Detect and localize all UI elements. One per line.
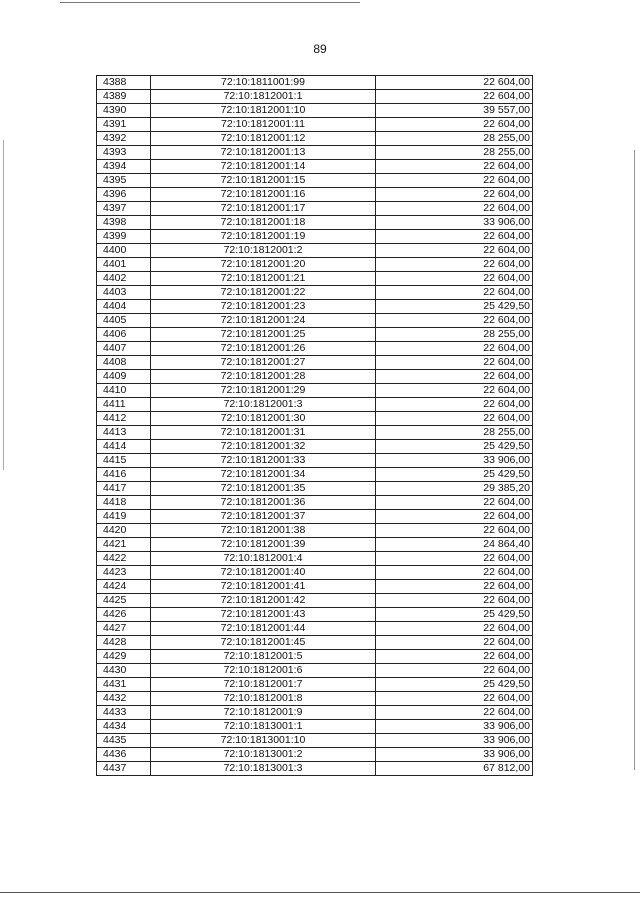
row-number: 4393 [97,146,151,160]
table-row [97,468,533,482]
cadastral-number: 72:10:1812001:11 [151,118,376,132]
table-row [97,692,533,706]
table-row [97,608,533,622]
table-row [97,244,533,258]
row-number: 4432 [97,692,151,706]
row-number: 4410 [97,384,151,398]
value-amount: 22 604,00 [376,90,533,104]
value-amount: 22 604,00 [376,398,533,412]
cadastral-number: 72:10:1812001:26 [151,342,376,356]
value-amount: 25 429,50 [376,300,533,314]
value-amount: 22 604,00 [376,692,533,706]
value-amount: 22 604,00 [376,524,533,538]
cadastral-number: 72:10:1812001:10 [151,104,376,118]
table-row [97,412,533,426]
cadastral-number: 72:10:1812001:2 [151,244,376,258]
cadastral-number: 72:10:1812001:34 [151,468,376,482]
value-amount: 22 604,00 [376,566,533,580]
table-row [97,174,533,188]
cadastral-number: 72:10:1812001:37 [151,510,376,524]
cadastral-number: 72:10:1812001:21 [151,272,376,286]
cadastral-number: 72:10:1812001:40 [151,566,376,580]
table-row [97,202,533,216]
scan-edge-bottom [0,892,640,893]
value-amount: 22 604,00 [376,342,533,356]
cadastral-number: 72:10:1812001:18 [151,216,376,230]
table-row [97,594,533,608]
cadastral-number: 72:10:1812001:33 [151,454,376,468]
value-amount: 22 604,00 [376,76,533,90]
row-number: 4423 [97,566,151,580]
value-amount: 22 604,00 [376,118,533,132]
row-number: 4391 [97,118,151,132]
row-number: 4397 [97,202,151,216]
cadastral-number: 72:10:1812001:39 [151,538,376,552]
row-number: 4434 [97,720,151,734]
table-row [97,160,533,174]
row-number: 4433 [97,706,151,720]
value-amount: 22 604,00 [376,188,533,202]
value-amount: 33 906,00 [376,216,533,230]
scan-edge-left [3,140,4,470]
row-number: 4425 [97,594,151,608]
row-number: 4388 [97,76,151,90]
row-number: 4417 [97,482,151,496]
value-amount: 67 812,00 [376,762,533,776]
row-number: 4426 [97,608,151,622]
table-row [97,258,533,272]
table-row [97,76,533,90]
table-row [97,370,533,384]
value-amount: 25 429,50 [376,468,533,482]
table-row [97,636,533,650]
cadastral-number: 72:10:1813001:2 [151,748,376,762]
row-number: 4430 [97,664,151,678]
value-amount: 22 604,00 [376,174,533,188]
table-row [97,454,533,468]
cadastral-number: 72:10:1812001:36 [151,496,376,510]
value-amount: 22 604,00 [376,552,533,566]
row-number: 4390 [97,104,151,118]
table-row [97,188,533,202]
cadastral-number: 72:10:1812001:4 [151,552,376,566]
table-row [97,328,533,342]
table-row [97,524,533,538]
value-amount: 25 429,50 [376,678,533,692]
cadastral-table [96,75,533,776]
row-number: 4389 [97,90,151,104]
cadastral-number: 72:10:1812001:38 [151,524,376,538]
table-row [97,496,533,510]
value-amount: 28 255,00 [376,426,533,440]
row-number: 4395 [97,174,151,188]
cadastral-number: 72:10:1812001:20 [151,258,376,272]
scan-edge-top [60,2,360,3]
value-amount: 25 429,50 [376,440,533,454]
cadastral-number: 72:10:1813001:1 [151,720,376,734]
row-number: 4408 [97,356,151,370]
value-amount: 22 604,00 [376,636,533,650]
cadastral-number: 72:10:1812001:12 [151,132,376,146]
cadastral-number: 72:10:1812001:43 [151,608,376,622]
value-amount: 22 604,00 [376,286,533,300]
cadastral-number: 72:10:1812001:25 [151,328,376,342]
table-row [97,748,533,762]
row-number: 4431 [97,678,151,692]
row-number: 4422 [97,552,151,566]
value-amount: 22 604,00 [376,412,533,426]
table-row [97,342,533,356]
row-number: 4399 [97,230,151,244]
table-row [97,384,533,398]
value-amount: 24 864,40 [376,538,533,552]
table-row [97,356,533,370]
value-amount: 22 604,00 [376,230,533,244]
row-number: 4436 [97,748,151,762]
cadastral-number: 72:10:1812001:3 [151,398,376,412]
table-row [97,286,533,300]
cadastral-number: 72:10:1812001:44 [151,622,376,636]
table-row [97,664,533,678]
value-amount: 29 385,20 [376,482,533,496]
row-number: 4413 [97,426,151,440]
value-amount: 22 604,00 [376,510,533,524]
cadastral-number: 72:10:1812001:9 [151,706,376,720]
table-row [97,622,533,636]
row-number: 4429 [97,650,151,664]
table-row [97,720,533,734]
cadastral-number: 72:10:1812001:28 [151,370,376,384]
row-number: 4401 [97,258,151,272]
value-amount: 22 604,00 [376,272,533,286]
table-row [97,706,533,720]
table-row [97,118,533,132]
row-number: 4406 [97,328,151,342]
value-amount: 22 604,00 [376,356,533,370]
row-number: 4396 [97,188,151,202]
row-number: 4412 [97,412,151,426]
table-row [97,146,533,160]
cadastral-number: 72:10:1812001:13 [151,146,376,160]
table-row [97,580,533,594]
table-row [97,650,533,664]
table-row [97,104,533,118]
table-row [97,566,533,580]
cadastral-number: 72:10:1812001:32 [151,440,376,454]
value-amount: 28 255,00 [376,146,533,160]
table-row [97,314,533,328]
cadastral-number: 72:10:1811001:99 [151,76,376,90]
value-amount: 22 604,00 [376,706,533,720]
table-row [97,482,533,496]
row-number: 4411 [97,398,151,412]
value-amount: 22 604,00 [376,258,533,272]
row-number: 4402 [97,272,151,286]
value-amount: 22 604,00 [376,202,533,216]
cadastral-number: 72:10:1812001:7 [151,678,376,692]
row-number: 4403 [97,286,151,300]
value-amount: 33 906,00 [376,734,533,748]
cadastral-number: 72:10:1813001:3 [151,762,376,776]
table-body [97,76,533,776]
cadastral-number: 72:10:1812001:45 [151,636,376,650]
cadastral-number: 72:10:1812001:31 [151,426,376,440]
table-row [97,230,533,244]
table-row [97,538,533,552]
cadastral-number: 72:10:1812001:17 [151,202,376,216]
cadastral-number: 72:10:1812001:42 [151,594,376,608]
table-row [97,216,533,230]
table-row [97,426,533,440]
cadastral-number: 72:10:1812001:30 [151,412,376,426]
cadastral-number: 72:10:1812001:1 [151,90,376,104]
row-number: 4418 [97,496,151,510]
value-amount: 22 604,00 [376,384,533,398]
value-amount: 22 604,00 [376,314,533,328]
value-amount: 22 604,00 [376,160,533,174]
value-amount: 22 604,00 [376,622,533,636]
cadastral-number: 72:10:1812001:19 [151,230,376,244]
row-number: 4414 [97,440,151,454]
row-number: 4437 [97,762,151,776]
value-amount: 28 255,00 [376,132,533,146]
value-amount: 33 906,00 [376,454,533,468]
value-amount: 28 255,00 [376,328,533,342]
row-number: 4435 [97,734,151,748]
page-number: 89 [313,42,327,56]
row-number: 4415 [97,454,151,468]
cadastral-number: 72:10:1812001:29 [151,384,376,398]
row-number: 4427 [97,622,151,636]
value-amount: 22 604,00 [376,496,533,510]
row-number: 4416 [97,468,151,482]
row-number: 4424 [97,580,151,594]
table-row [97,734,533,748]
cadastral-number: 72:10:1812001:22 [151,286,376,300]
table-row [97,440,533,454]
value-amount: 22 604,00 [376,650,533,664]
cadastral-number: 72:10:1812001:35 [151,482,376,496]
row-number: 4409 [97,370,151,384]
table-row [97,132,533,146]
row-number: 4398 [97,216,151,230]
table-row [97,398,533,412]
cadastral-number: 72:10:1813001:10 [151,734,376,748]
value-amount: 25 429,50 [376,608,533,622]
table-row [97,300,533,314]
value-amount: 33 906,00 [376,720,533,734]
value-amount: 39 557,00 [376,104,533,118]
cadastral-number: 72:10:1812001:41 [151,580,376,594]
row-number: 4407 [97,342,151,356]
row-number: 4400 [97,244,151,258]
cadastral-number: 72:10:1812001:27 [151,356,376,370]
table-row [97,678,533,692]
scan-edge-right [634,150,635,770]
row-number: 4405 [97,314,151,328]
cadastral-number: 72:10:1812001:5 [151,650,376,664]
table-row [97,552,533,566]
cadastral-number: 72:10:1812001:8 [151,692,376,706]
cadastral-number: 72:10:1812001:14 [151,160,376,174]
value-amount: 22 604,00 [376,370,533,384]
cadastral-number: 72:10:1812001:6 [151,664,376,678]
cadastral-number: 72:10:1812001:23 [151,300,376,314]
row-number: 4419 [97,510,151,524]
row-number: 4392 [97,132,151,146]
cadastral-number: 72:10:1812001:24 [151,314,376,328]
value-amount: 22 604,00 [376,664,533,678]
row-number: 4421 [97,538,151,552]
table-row [97,762,533,776]
value-amount: 22 604,00 [376,594,533,608]
value-amount: 22 604,00 [376,244,533,258]
row-number: 4428 [97,636,151,650]
table-row [97,510,533,524]
value-amount: 22 604,00 [376,580,533,594]
table-row [97,272,533,286]
row-number: 4394 [97,160,151,174]
row-number: 4404 [97,300,151,314]
cadastral-number: 72:10:1812001:15 [151,174,376,188]
value-amount: 33 906,00 [376,748,533,762]
cadastral-number: 72:10:1812001:16 [151,188,376,202]
table-row [97,90,533,104]
row-number: 4420 [97,524,151,538]
